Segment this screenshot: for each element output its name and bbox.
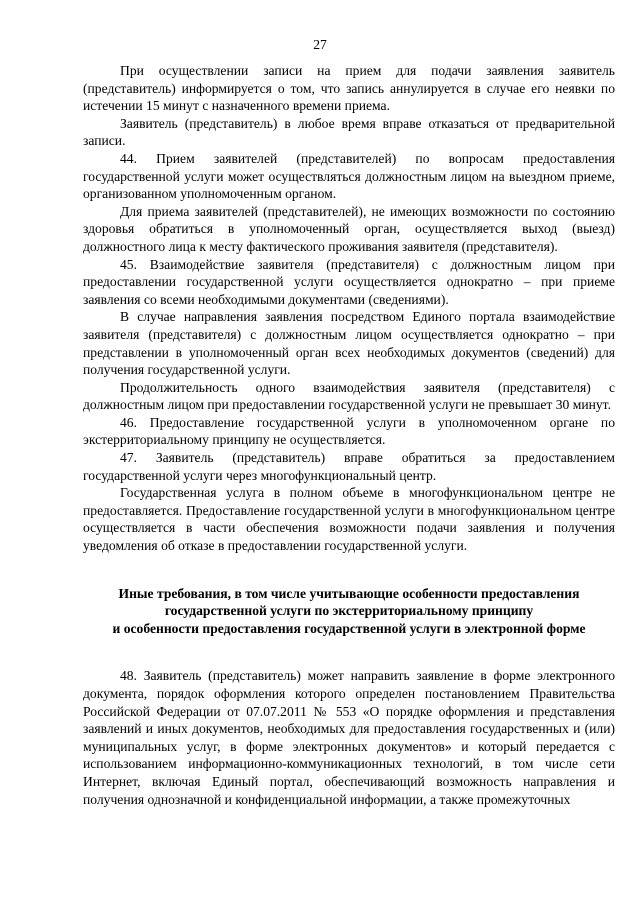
paragraph: 46. Предоставление государственной услуги в уполномоченном органе по экстерриториальному принципу не осуществляется. xyxy=(83,414,615,448)
page-number: 27 xyxy=(313,37,327,52)
section-heading-line: государственной услуги по экстерриториальному принципу xyxy=(164,603,534,619)
paragraph: В случае направления заявления посредством Единого портала взаимодействие заявителя (представителя) с должностным лицом осуществляется однократно – при представлении в уполномоченный орган всех необходимых документов (сведений) для получения государственной услуги. xyxy=(83,309,615,378)
paragraph: 44. Прием заявителей (представителей) по вопросам предоставления государственной услуги может осуществляться должностным лицом на выездном приеме, организованном уполномоченным органом. xyxy=(83,150,615,202)
paragraph: Продолжительность одного взаимодействия заявителя (представителя) с должностным лицом при предоставлении государственной услуги не превышает 30 минут. xyxy=(83,379,615,413)
paragraph: Государственная услуга в полном объеме в многофункциональном центре не предоставляется. Предоставление государственной услуги в многофункциональном центре осуществляется в части обеспечения возможности подачи заявления и получения уведомления об отказе в предоставлении государственной услуги. xyxy=(83,485,615,554)
section-heading xyxy=(83,585,615,638)
section-heading-line: и особенности предоставления государственной услуги в электронной форме xyxy=(112,620,586,636)
paragraph: 47. Заявитель (представитель) вправе обратиться за предоставлением государственной услуги через многофункциональный центр. xyxy=(83,450,615,483)
paragraph: Заявитель (представитель) в любое время вправе отказаться от предварительной записи. xyxy=(83,115,615,149)
paragraph: Для приема заявителей (представителей), не имеющих возможности по состоянию здоровья обратиться в уполномоченный орган, осуществляется выход (выезд) должностного лица к месту фактического проживания заявителя (представителя). xyxy=(83,203,615,254)
paragraph: 45. Взаимодействие заявителя (представителя) с должностным лицом при предоставлении государственной услуги осуществляется однократно – при приеме заявления со всеми необходимыми документами (сведениями). xyxy=(83,256,615,307)
paragraph: 48. Заявитель (представитель) может направить заявление в форме электронного документа, порядок оформления которого определен постановлением Правительства Российской Федерации от 07.07.2011 № 553 «О порядке оформления и представления заявлений и иных документов, необходимых для предоставления государственных и (или) муниципальных услуг, в форме электронных документов» и который передается с использованием информационно-коммуникационных технологий, в том числе сети Интернет, включая Единый портал, обеспечивающий возможность направления и получения однозначной и конфиденциальной информации, а также промежуточных xyxy=(83,668,615,807)
paragraph: При осуществлении записи на прием для подачи заявления заявитель (представитель) информируется о том, что запись аннулируется в случае его неявки по истечении 15 минут с назначенного времени приема. xyxy=(83,63,615,114)
section-heading-line: Иные требования, в том числе учитывающие особенности предоставления xyxy=(118,585,580,601)
document-body xyxy=(83,62,615,808)
